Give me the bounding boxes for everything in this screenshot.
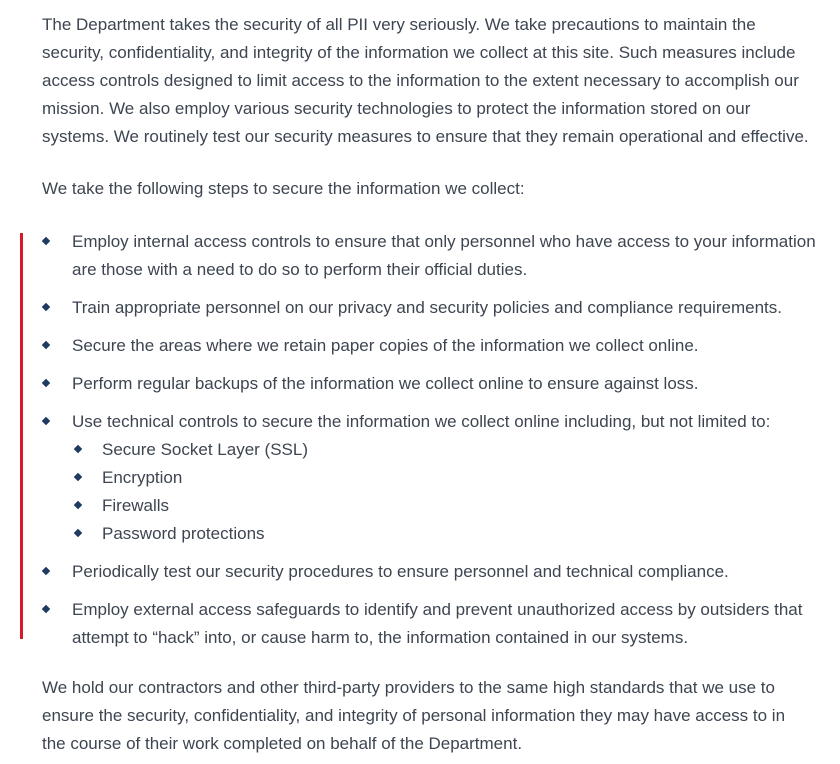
- highlight-bar: [20, 233, 23, 639]
- step-text: Use technical controls to secure the information we collect online including, but not limited to:: [72, 412, 771, 431]
- diamond-bullet-icon: [74, 445, 82, 453]
- step-text: Train appropriate personnel on our privacy and security policies and compliance requirements.: [72, 298, 782, 317]
- diamond-bullet-icon: [42, 379, 50, 387]
- diamond-bullet-icon: [74, 529, 82, 537]
- intro-paragraph: The Department takes the security of all PII very seriously. We take precautions to maintain the security, confidentiality, and integrity of the information we collect at this site. Such measures include access controls designed to limit access to the information to the extent necessary to accomplish our mission. We also employ various security technologies to protect the information stored on our systems. We routinely test our security measures to ensure that they remain operational and effective.: [42, 15, 809, 146]
- diamond-bullet-icon: [42, 417, 50, 425]
- step-text: Secure the areas where we retain paper copies of the information we collect online.: [72, 336, 699, 355]
- steps-heading: We take the following steps to secure the information we collect:: [42, 179, 525, 198]
- diamond-bullet-icon: [74, 473, 82, 481]
- diamond-bullet-icon: [42, 237, 50, 245]
- diamond-bullet-icon: [42, 303, 50, 311]
- sub-list-item: [72, 492, 820, 520]
- list-item: [40, 332, 820, 360]
- list-item: [40, 408, 820, 548]
- list-item: [40, 558, 820, 586]
- diamond-bullet-icon: [74, 501, 82, 509]
- control-text: Secure Socket Layer (SSL): [102, 440, 308, 459]
- control-text: Password protections: [102, 524, 265, 543]
- diamond-bullet-icon: [42, 341, 50, 349]
- list-item: [40, 294, 820, 322]
- technical-controls-list: [72, 436, 820, 548]
- diamond-bullet-icon: [42, 567, 50, 575]
- control-text: Encryption: [102, 468, 183, 487]
- step-text: Employ external access safeguards to identify and prevent unauthorized access by outsiders that attempt to “hack” into, or cause harm to, the information contained in our systems.: [72, 600, 803, 647]
- step-text: Perform regular backups of the information we collect online to ensure against loss.: [72, 374, 699, 393]
- list-item: [40, 370, 820, 398]
- list-item: [40, 596, 820, 652]
- sub-list-item: [72, 436, 820, 464]
- step-text: Employ internal access controls to ensure that only personnel who have access to your information are those with a need to do so to perform their official duties.: [72, 232, 816, 279]
- closing-paragraph: We hold our contractors and other third-party providers to the same high standards that we use to ensure the security, confidentiality, and integrity of personal information they may have access to in the course of their work completed on behalf of the Department.: [42, 678, 786, 753]
- step-text: Periodically test our security procedures to ensure personnel and technical compliance.: [72, 562, 729, 581]
- security-steps-list: [40, 228, 820, 662]
- control-text: Firewalls: [102, 496, 170, 515]
- diamond-bullet-icon: [42, 605, 50, 613]
- list-item: [40, 228, 820, 284]
- sub-list-item: [72, 520, 820, 548]
- sub-list-item: [72, 464, 820, 492]
